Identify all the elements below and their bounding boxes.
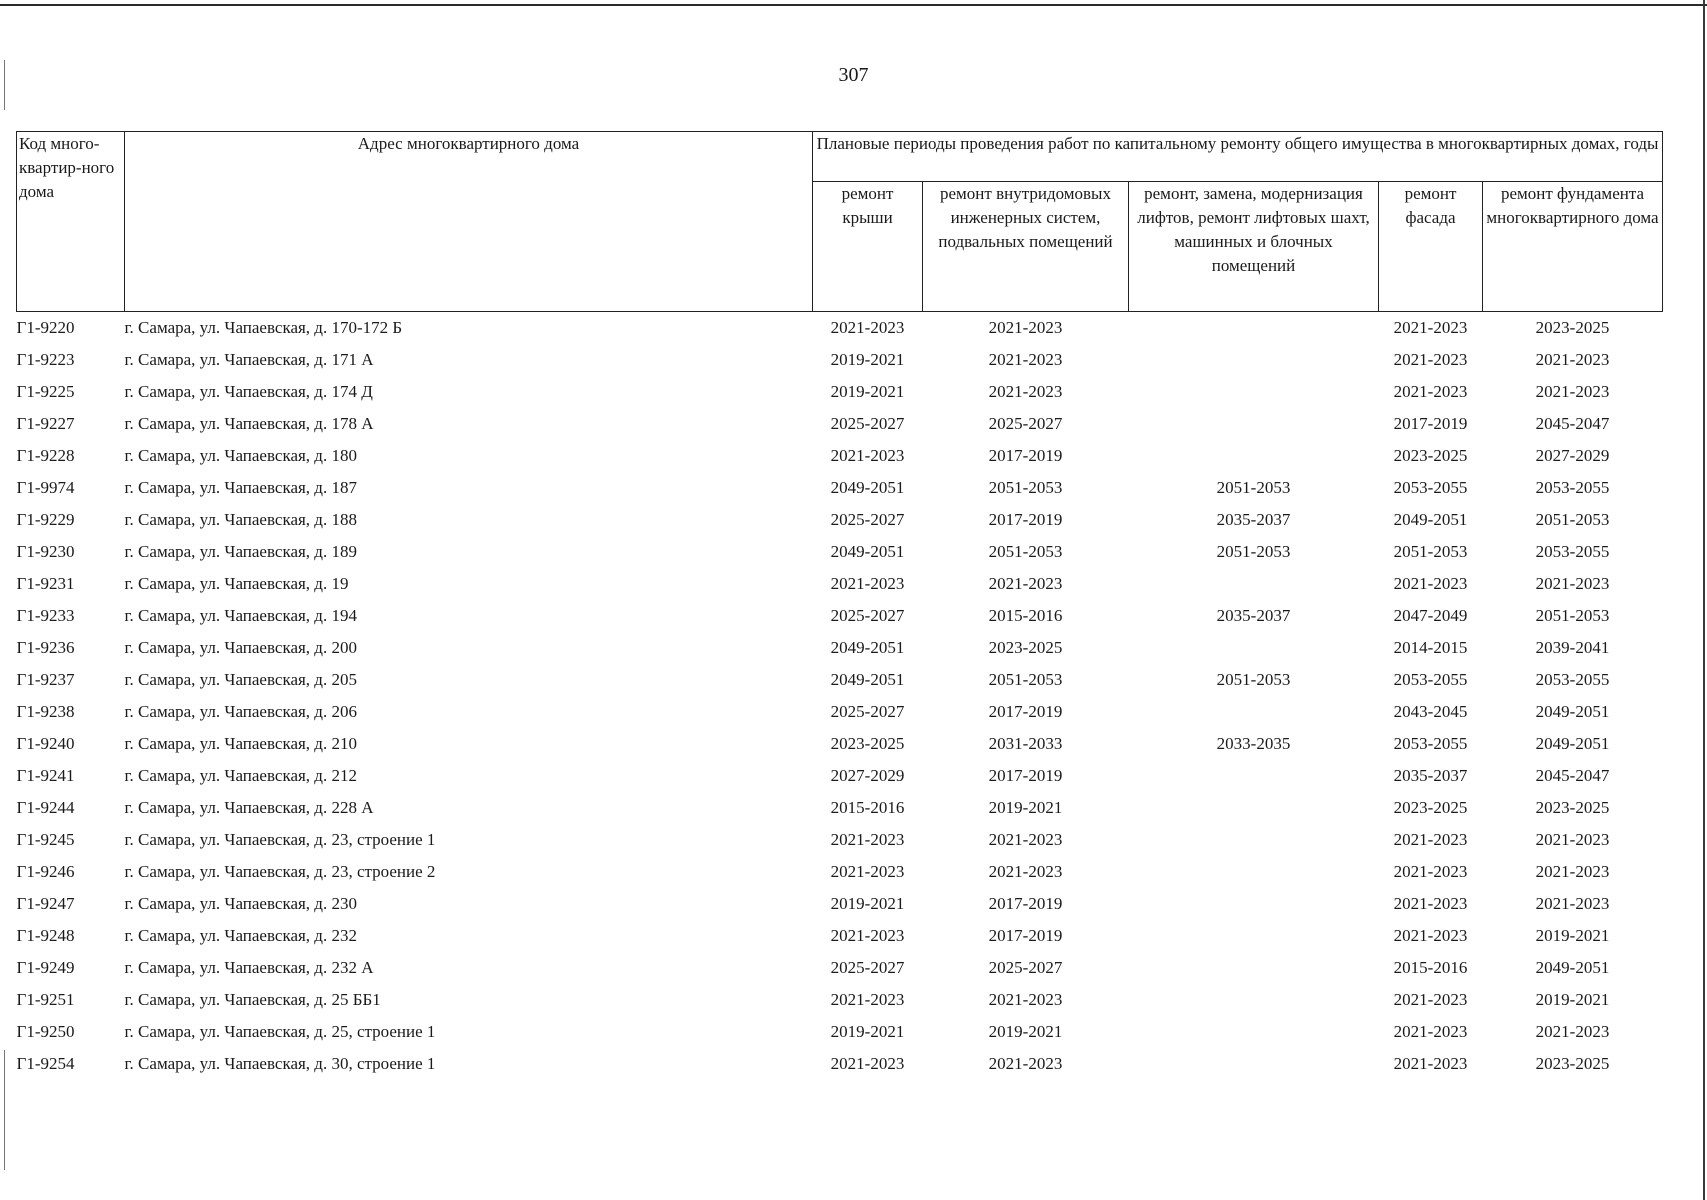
cell-code: Г1-9246 <box>16 862 75 881</box>
cell-address: г. Самара, ул. Чапаевская, д. 187 <box>124 478 357 497</box>
cell-code: Г1-9237 <box>16 670 75 689</box>
cell-foundation: 2053-2055 <box>1535 670 1610 689</box>
cell-roof: 2049-2051 <box>830 478 905 497</box>
cell-code: Г1-9233 <box>16 606 75 625</box>
table-row <box>17 984 1663 1016</box>
cell-systems: 2017-2019 <box>988 702 1063 721</box>
cell-foundation: 2039-2041 <box>1535 638 1610 657</box>
cell-roof: 2019-2021 <box>830 1022 905 1041</box>
cell-facade: 2021-2023 <box>1393 1022 1468 1041</box>
cell-facade: 2021-2023 <box>1393 830 1468 849</box>
cell-code: Г1-9240 <box>16 734 75 753</box>
header-foundation: ремонт фундамента многоквартирного дома <box>1483 182 1663 312</box>
table-row <box>17 824 1663 856</box>
cell-address: г. Самара, ул. Чапаевская, д. 188 <box>124 510 357 529</box>
cell-address: г. Самара, ул. Чапаевская, д. 228 А <box>124 798 374 817</box>
cell-systems: 2051-2053 <box>988 670 1063 689</box>
cell-systems: 2017-2019 <box>988 446 1063 465</box>
cell-code: Г1-9245 <box>16 830 75 849</box>
cell-facade: 2015-2016 <box>1393 958 1468 977</box>
cell-facade: 2021-2023 <box>1393 926 1468 945</box>
cell-systems: 2051-2053 <box>988 478 1063 497</box>
cell-elevators <box>1129 920 1379 952</box>
cell-foundation: 2021-2023 <box>1535 894 1610 913</box>
cell-address: г. Самара, ул. Чапаевская, д. 30, строение 1 <box>124 1054 436 1073</box>
cell-code: Г1-9227 <box>16 414 75 433</box>
cell-roof: 2049-2051 <box>830 542 905 561</box>
cell-address: г. Самара, ул. Чапаевская, д. 25, строение 1 <box>124 1022 436 1041</box>
cell-foundation: 2051-2053 <box>1535 606 1610 625</box>
header-elevators: ремонт, замена, модернизация лифтов, ремонт лифтовых шахт, машинных и блочных помещений <box>1129 182 1379 312</box>
cell-systems: 2025-2027 <box>988 414 1063 433</box>
cell-address: г. Самара, ул. Чапаевская, д. 19 <box>124 574 349 593</box>
cell-facade: 2021-2023 <box>1393 1054 1468 1073</box>
table-row <box>17 568 1663 600</box>
table-body <box>17 312 1663 1081</box>
cell-roof: 2021-2023 <box>830 862 905 881</box>
cell-address: г. Самара, ул. Чапаевская, д. 232 А <box>124 958 374 977</box>
cell-elevators: 2051-2053 <box>1216 478 1291 497</box>
cell-facade: 2043-2045 <box>1393 702 1468 721</box>
cell-roof: 2021-2023 <box>830 446 905 465</box>
cell-elevators <box>1129 760 1379 792</box>
cell-systems: 2021-2023 <box>988 862 1063 881</box>
cell-systems: 2019-2021 <box>988 798 1063 817</box>
cell-foundation: 2053-2055 <box>1535 542 1610 561</box>
cell-foundation: 2053-2055 <box>1535 478 1610 497</box>
cell-foundation: 2027-2029 <box>1535 446 1610 465</box>
cell-elevators <box>1129 856 1379 888</box>
cell-elevators <box>1129 632 1379 664</box>
scan-left-mark <box>4 1050 5 1170</box>
table-row <box>17 952 1663 984</box>
cell-foundation: 2021-2023 <box>1535 574 1610 593</box>
cell-elevators <box>1129 568 1379 600</box>
cell-facade: 2021-2023 <box>1393 350 1468 369</box>
cell-elevators <box>1129 984 1379 1016</box>
table-row <box>17 920 1663 952</box>
table-row <box>17 888 1663 920</box>
cell-facade: 2014-2015 <box>1393 638 1468 657</box>
cell-foundation: 2049-2051 <box>1535 958 1610 977</box>
cell-facade: 2049-2051 <box>1393 510 1468 529</box>
cell-code: Г1-9238 <box>16 702 75 721</box>
cell-systems: 2019-2021 <box>988 1022 1063 1041</box>
cell-systems: 2025-2027 <box>988 958 1063 977</box>
cell-address: г. Самара, ул. Чапаевская, д. 170-172 Б <box>124 318 403 337</box>
table-row <box>17 312 1663 345</box>
cell-facade: 2023-2025 <box>1393 798 1468 817</box>
cell-foundation: 2049-2051 <box>1535 702 1610 721</box>
cell-address: г. Самара, ул. Чапаевская, д. 210 <box>124 734 357 753</box>
cell-elevators: 2051-2053 <box>1216 542 1291 561</box>
cell-roof: 2019-2021 <box>830 382 905 401</box>
cell-code: Г1-9223 <box>16 350 75 369</box>
cell-roof: 2023-2025 <box>830 734 905 753</box>
cell-systems: 2051-2053 <box>988 542 1063 561</box>
cell-roof: 2019-2021 <box>830 894 905 913</box>
cell-code: Г1-9236 <box>16 638 75 657</box>
cell-code: Г1-9241 <box>16 766 75 785</box>
cell-systems: 2021-2023 <box>988 318 1063 337</box>
cell-foundation: 2021-2023 <box>1535 830 1610 849</box>
cell-facade: 2035-2037 <box>1393 766 1468 785</box>
header-systems: ремонт внутридомовых инженерных систем, подвальных помещений <box>923 182 1129 312</box>
cell-systems: 2021-2023 <box>988 382 1063 401</box>
cell-elevators <box>1129 376 1379 408</box>
table-row <box>17 792 1663 824</box>
table-row <box>17 376 1663 408</box>
cell-facade: 2053-2055 <box>1393 734 1468 753</box>
cell-code: Г1-9220 <box>16 318 75 337</box>
cell-roof: 2015-2016 <box>830 798 905 817</box>
cell-systems: 2021-2023 <box>988 830 1063 849</box>
cell-roof: 2025-2027 <box>830 702 905 721</box>
cell-systems: 2031-2033 <box>988 734 1063 753</box>
cell-systems: 2021-2023 <box>988 990 1063 1009</box>
cell-roof: 2025-2027 <box>830 958 905 977</box>
cell-code: Г1-9251 <box>16 990 75 1009</box>
cell-systems: 2017-2019 <box>988 766 1063 785</box>
cell-code: Г1-9250 <box>16 1022 75 1041</box>
cell-roof: 2049-2051 <box>830 638 905 657</box>
cell-address: г. Самара, ул. Чапаевская, д. 25 ББ1 <box>124 990 381 1009</box>
cell-address: г. Самара, ул. Чапаевская, д. 174 Д <box>124 382 373 401</box>
cell-elevators <box>1129 312 1379 345</box>
cell-address: г. Самара, ул. Чапаевская, д. 212 <box>124 766 357 785</box>
cell-address: г. Самара, ул. Чапаевская, д. 194 <box>124 606 357 625</box>
cell-elevators <box>1129 440 1379 472</box>
cell-address: г. Самара, ул. Чапаевская, д. 23, строение 1 <box>124 830 436 849</box>
cell-foundation: 2051-2053 <box>1535 510 1610 529</box>
cell-facade: 2021-2023 <box>1393 318 1468 337</box>
cell-roof: 2025-2027 <box>830 606 905 625</box>
cell-foundation: 2019-2021 <box>1535 990 1610 1009</box>
table-row <box>17 664 1663 696</box>
cell-elevators <box>1129 888 1379 920</box>
cell-code: Г1-9247 <box>16 894 75 913</box>
cell-address: г. Самара, ул. Чапаевская, д. 230 <box>124 894 357 913</box>
cell-roof: 2025-2027 <box>830 510 905 529</box>
repair-schedule-table-container <box>16 131 1663 1080</box>
table-row <box>17 344 1663 376</box>
table-row <box>17 504 1663 536</box>
cell-elevators: 2035-2037 <box>1216 606 1291 625</box>
table-row <box>17 472 1663 504</box>
cell-address: г. Самара, ул. Чапаевская, д. 180 <box>124 446 357 465</box>
cell-code: Г1-9248 <box>16 926 75 945</box>
cell-address: г. Самара, ул. Чапаевская, д. 23, строение 2 <box>124 862 436 881</box>
page-number: 307 <box>838 64 869 86</box>
cell-foundation: 2045-2047 <box>1535 414 1610 433</box>
cell-code: Г1-9230 <box>16 542 75 561</box>
table-row <box>17 600 1663 632</box>
cell-address: г. Самара, ул. Чапаевская, д. 205 <box>124 670 357 689</box>
cell-roof: 2021-2023 <box>830 1054 905 1073</box>
cell-facade: 2053-2055 <box>1393 478 1468 497</box>
scan-right-border <box>1703 0 1705 1200</box>
cell-foundation: 2023-2025 <box>1535 318 1610 337</box>
header-roof: ремонт крыши <box>813 182 923 312</box>
cell-address: г. Самара, ул. Чапаевская, д. 189 <box>124 542 357 561</box>
cell-facade: 2021-2023 <box>1393 574 1468 593</box>
cell-elevators <box>1129 824 1379 856</box>
cell-systems: 2023-2025 <box>988 638 1063 657</box>
cell-roof: 2021-2023 <box>830 318 905 337</box>
cell-code: Г1-9229 <box>16 510 75 529</box>
cell-code: Г1-9225 <box>16 382 75 401</box>
cell-systems: 2015-2016 <box>988 606 1063 625</box>
cell-roof: 2021-2023 <box>830 830 905 849</box>
cell-roof: 2025-2027 <box>830 414 905 433</box>
cell-elevators <box>1129 952 1379 984</box>
table-row <box>17 1016 1663 1048</box>
cell-roof: 2049-2051 <box>830 670 905 689</box>
cell-facade: 2021-2023 <box>1393 894 1468 913</box>
cell-address: г. Самара, ул. Чапаевская, д. 206 <box>124 702 357 721</box>
cell-elevators <box>1129 792 1379 824</box>
cell-address: г. Самара, ул. Чапаевская, д. 178 А <box>124 414 374 433</box>
scan-top-border <box>0 4 1707 6</box>
cell-elevators <box>1129 344 1379 376</box>
cell-foundation: 2023-2025 <box>1535 1054 1610 1073</box>
cell-facade: 2047-2049 <box>1393 606 1468 625</box>
cell-code: Г1-9974 <box>16 478 75 497</box>
table-row <box>17 632 1663 664</box>
cell-elevators <box>1129 408 1379 440</box>
cell-foundation: 2021-2023 <box>1535 382 1610 401</box>
cell-elevators: 2033-2035 <box>1216 734 1291 753</box>
cell-code: Г1-9228 <box>16 446 75 465</box>
table-row <box>17 856 1663 888</box>
table-row <box>17 728 1663 760</box>
cell-foundation: 2049-2051 <box>1535 734 1610 753</box>
cell-elevators <box>1129 1048 1379 1080</box>
cell-systems: 2017-2019 <box>988 894 1063 913</box>
cell-foundation: 2021-2023 <box>1535 350 1610 369</box>
cell-elevators <box>1129 696 1379 728</box>
cell-address: г. Самара, ул. Чапаевская, д. 200 <box>124 638 357 657</box>
table-row <box>17 440 1663 472</box>
cell-code: Г1-9249 <box>16 958 75 977</box>
header-facade: ремонт фасада <box>1379 182 1483 312</box>
repair-schedule-table <box>16 131 1663 1080</box>
cell-facade: 2053-2055 <box>1393 670 1468 689</box>
cell-roof: 2021-2023 <box>830 990 905 1009</box>
header-periods-group: Плановые периоды проведения работ по капитальному ремонту общего имущества в многоквартирных домах, годы <box>813 132 1663 182</box>
cell-code: Г1-9254 <box>16 1054 75 1073</box>
cell-facade: 2021-2023 <box>1393 382 1468 401</box>
cell-foundation: 2019-2021 <box>1535 926 1610 945</box>
table-row <box>17 408 1663 440</box>
table-row <box>17 1048 1663 1080</box>
cell-roof: 2021-2023 <box>830 574 905 593</box>
cell-roof: 2019-2021 <box>830 350 905 369</box>
cell-roof: 2027-2029 <box>830 766 905 785</box>
cell-code: Г1-9244 <box>16 798 75 817</box>
cell-facade: 2021-2023 <box>1393 862 1468 881</box>
cell-systems: 2017-2019 <box>988 510 1063 529</box>
cell-address: г. Самара, ул. Чапаевская, д. 171 А <box>124 350 374 369</box>
cell-address: г. Самара, ул. Чапаевская, д. 232 <box>124 926 357 945</box>
cell-roof: 2021-2023 <box>830 926 905 945</box>
table-row <box>17 760 1663 792</box>
cell-elevators: 2035-2037 <box>1216 510 1291 529</box>
cell-elevators: 2051-2053 <box>1216 670 1291 689</box>
header-address: Адрес многоквартирного дома <box>125 132 813 312</box>
header-code: Код много-квартир-ного дома <box>17 132 125 312</box>
cell-systems: 2021-2023 <box>988 350 1063 369</box>
cell-systems: 2021-2023 <box>988 1054 1063 1073</box>
cell-foundation: 2023-2025 <box>1535 798 1610 817</box>
cell-elevators <box>1129 1016 1379 1048</box>
table-row <box>17 536 1663 568</box>
cell-foundation: 2021-2023 <box>1535 862 1610 881</box>
cell-facade: 2023-2025 <box>1393 446 1468 465</box>
cell-foundation: 2045-2047 <box>1535 766 1610 785</box>
cell-foundation: 2021-2023 <box>1535 1022 1610 1041</box>
cell-facade: 2017-2019 <box>1393 414 1468 433</box>
cell-facade: 2051-2053 <box>1393 542 1468 561</box>
cell-facade: 2021-2023 <box>1393 990 1468 1009</box>
table-row <box>17 696 1663 728</box>
cell-systems: 2021-2023 <box>988 574 1063 593</box>
cell-systems: 2017-2019 <box>988 926 1063 945</box>
cell-code: Г1-9231 <box>16 574 75 593</box>
